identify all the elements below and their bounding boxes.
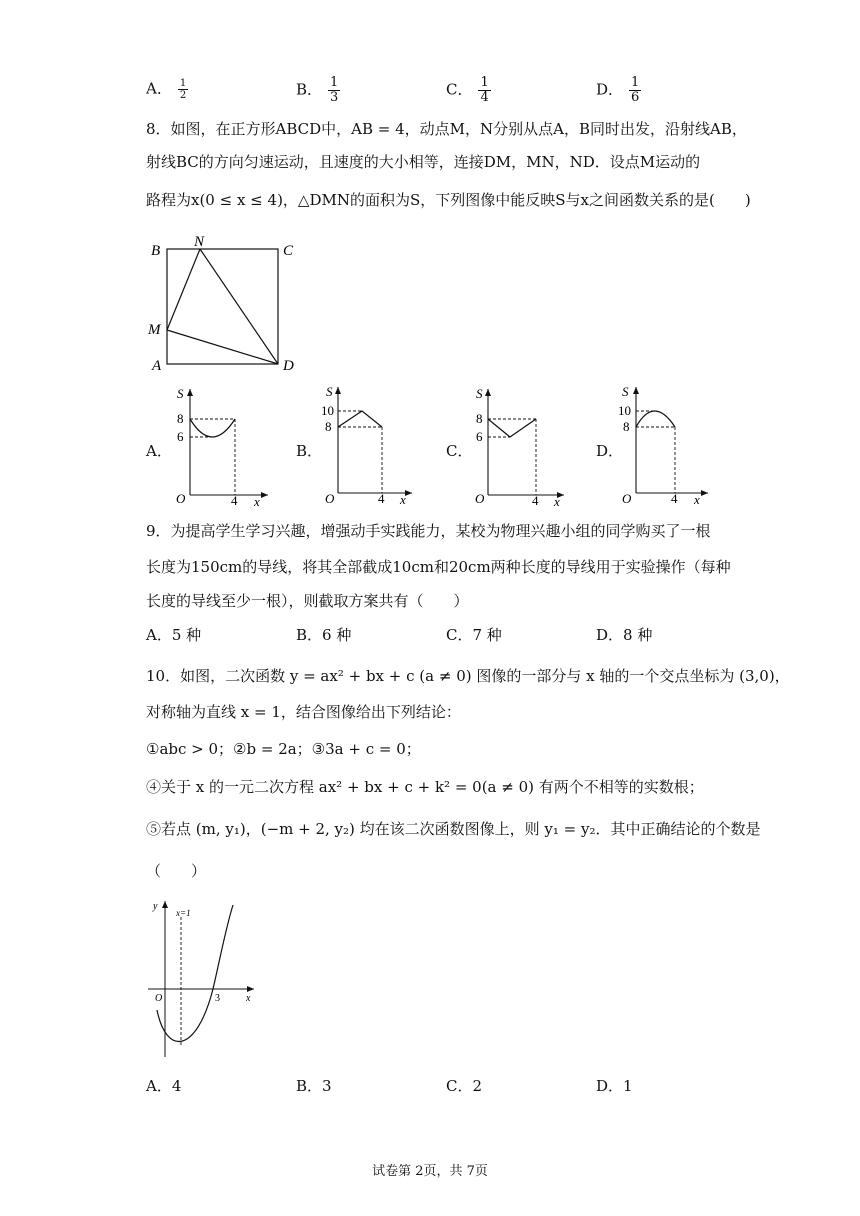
arrow-icon <box>335 387 341 394</box>
q10-line-2: 对称轴为直线 x = 1，结合图像给出下列结论： <box>146 703 461 721</box>
q7-option-d <box>596 76 641 105</box>
q10-line-4: ④关于 x 的一元二次方程 ax² + bx + c + k² = 0(a ≠ 0) 有两个不相等的实数根； <box>146 778 704 796</box>
q8-graph-d <box>616 383 716 505</box>
arrow-icon <box>187 389 193 396</box>
axis-label-x: x <box>400 492 406 505</box>
arrow-icon <box>162 901 168 908</box>
label-m: M <box>148 322 161 338</box>
q7-option-a <box>146 78 188 101</box>
origin-label: O <box>325 491 335 505</box>
tick-label: 8 <box>476 411 483 426</box>
segment-md <box>167 330 278 364</box>
tick-label: 4 <box>231 493 238 507</box>
tick-label: 6 <box>177 429 184 444</box>
axis-label-x: x <box>554 494 560 507</box>
tick-label: 10 <box>321 403 334 418</box>
curve <box>488 419 536 437</box>
q8-option-b-label: B． <box>296 442 323 460</box>
tick-label: 8 <box>623 419 630 434</box>
arrow-icon <box>701 490 708 496</box>
q10-line-3: ①abc > 0；②b = 2a；③3a + c = 0； <box>146 740 421 758</box>
q8-line-1: 8．如图，在正方形ABCD中，AB = 4，动点M，N分别从点A，B同时出发，沿射线AB， <box>146 120 747 138</box>
q9-option-b: B．6 种 <box>296 626 352 644</box>
q10-parabola-graph <box>140 895 270 1060</box>
origin-label: O <box>622 491 632 505</box>
q10-line-5: ⑤若点 (m, y₁)，(−m + 2, y₂) 均在该二次函数图像上，则 y₁ = y₂．其中正确结论的个数是 <box>146 820 761 838</box>
q10-option-c: C．2 <box>446 1077 483 1095</box>
axis-label-x: x <box>246 993 251 1004</box>
tick-label: 4 <box>378 491 385 505</box>
q8-option-c-label: C． <box>446 442 473 460</box>
q8-option-a-label: A． <box>146 442 172 460</box>
q9-option-d: D．8 种 <box>596 626 653 644</box>
curve <box>338 411 382 427</box>
axis-label-x: x <box>694 492 700 505</box>
q10-line-6: （ ） <box>146 862 207 880</box>
q8-graph-c <box>468 385 568 507</box>
q8-line-2: 射线BC的方向匀速运动，且速度的大小相等，连接DM，MN，ND．设点M运动的 <box>146 153 701 171</box>
option-label: A． <box>146 79 172 98</box>
label-b: B <box>151 243 161 259</box>
q8-option-d-label: D． <box>596 442 624 460</box>
q9-option-a: A．5 种 <box>146 626 202 644</box>
option-label: D． <box>596 80 624 99</box>
fraction: $\frac{1}{2}$ <box>179 78 187 101</box>
tick-label: 4 <box>671 491 678 505</box>
axis-label-y: y <box>153 901 158 912</box>
tick-label: 3 <box>215 993 220 1004</box>
tick-label: 6 <box>476 429 483 444</box>
axis-label-s: S <box>622 384 629 399</box>
q10-option-d: D．1 <box>596 1077 633 1095</box>
axis-label-s: S <box>476 386 483 401</box>
segment-nd <box>200 249 278 364</box>
origin-label: O <box>475 491 485 506</box>
q8-line-3: 路程为x(0 ≤ x ≤ 4)，△DMN的面积为S，下列图像中能反映S与x之间函数关系的是( ) <box>146 191 751 209</box>
arrow-icon <box>261 492 268 498</box>
arrow-icon <box>405 490 412 496</box>
arrow-icon <box>247 986 254 992</box>
symmetry-label: x=1 <box>176 908 191 918</box>
label-n: N <box>194 234 205 250</box>
axis-label-s: S <box>326 384 333 399</box>
q9-line-3: 长度的导线至少一根），则截取方案共有（ ） <box>146 592 469 610</box>
origin-label: O <box>176 491 186 506</box>
origin-label: O <box>155 993 163 1004</box>
arrow-icon <box>633 387 639 394</box>
q7-option-c <box>446 76 491 105</box>
q8-graph-a <box>170 385 270 507</box>
q8-graph-b <box>318 383 418 505</box>
q9-line-1: 9．为提高学生学习兴趣，增强动手实践能力，某校为物理兴趣小组的同学购买了一根 <box>146 522 711 540</box>
tick-label: 4 <box>532 493 539 507</box>
q7-option-b <box>296 76 340 105</box>
q10-option-b: B．3 <box>296 1077 332 1095</box>
fraction: $\frac{1}{6}$ <box>631 75 640 105</box>
axis-label-s: S <box>177 386 184 401</box>
q10-line-1: 10．如图，二次函数 y = ax² + bx + c (a ≠ 0) 图像的一部分与 x 轴的一个交点坐标为 (3,0)， <box>146 667 790 685</box>
arrow-icon <box>485 389 491 396</box>
q10-option-a: A．4 <box>146 1077 182 1095</box>
tick-label: 8 <box>177 411 184 426</box>
option-label: B． <box>296 80 323 99</box>
q9-line-2: 长度为150cm的导线，将其全部截成10cm和20cm两种长度的导线用于实验操作（每种 <box>146 558 731 576</box>
curve <box>636 411 675 427</box>
label-c: C <box>283 243 294 259</box>
curve <box>190 419 235 437</box>
q8-square-figure <box>140 230 310 380</box>
page-footer: 试卷第 2页，共 7页 <box>372 1164 488 1179</box>
q9-option-c: C．7 种 <box>446 626 502 644</box>
tick-label: 10 <box>618 403 631 418</box>
parabola <box>157 905 233 1041</box>
option-label: C． <box>446 80 473 99</box>
fraction: $\frac{1}{3}$ <box>330 75 339 105</box>
fraction: $\frac{1}{4}$ <box>480 75 489 105</box>
label-d: D <box>283 358 294 374</box>
axis-label-x: x <box>254 494 260 507</box>
label-a: A <box>152 358 162 374</box>
tick-label: 8 <box>325 419 332 434</box>
segment-nm <box>167 249 200 330</box>
